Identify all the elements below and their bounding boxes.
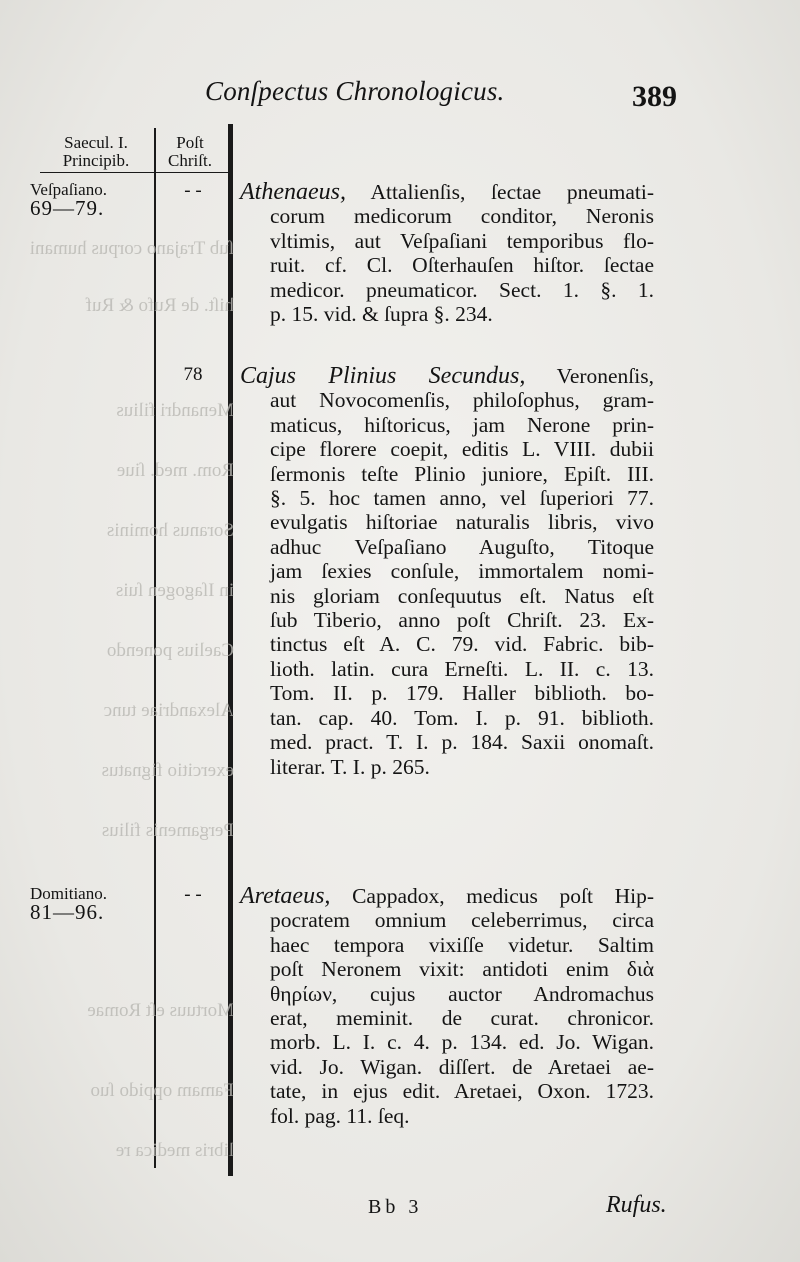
- page-number: 389: [632, 80, 677, 113]
- entry-line: med. pract. T. I. p. 184. Saxii onomaſt.: [270, 730, 654, 755]
- header-rule: [40, 172, 230, 173]
- bleed-through-text: exercitio fignatus: [101, 760, 234, 781]
- entry-line: vltimis, aut Veſpaſiani temporibus flo-: [270, 228, 654, 253]
- entry-line: maticus, hiſtoricus, jam Nerone prin-: [270, 412, 654, 437]
- entry-line: erat, meminit. de curat. chronicor.: [270, 1006, 654, 1031]
- entry-name: Athenaeus,: [240, 179, 346, 205]
- entry-line: aut Novocomenſis, philoſophus, gram-: [270, 388, 654, 413]
- entry-aretaeus: [240, 884, 654, 1128]
- entry-line: pocratem omnium celeberrimus, circa: [270, 908, 654, 933]
- column-head-saecul-line: Saecul. I.: [64, 133, 128, 152]
- column-head-saecul: [40, 134, 152, 170]
- era-span: 69—79.: [30, 196, 105, 220]
- bleed-through-text: hiſt. de Rufo & Ruf: [85, 295, 234, 316]
- era-span: 81—96.: [30, 900, 105, 924]
- entry-line: Veronenſis,: [556, 364, 654, 388]
- entry-line: fol. pag. 11. ſeq.: [270, 1103, 410, 1128]
- entry-line: ruit. cf. Cl. Oſterhauſen hiſtor. ſectae: [270, 253, 654, 278]
- entry-line: medicor. pneumaticor. Sect. 1. §. 1.: [270, 277, 654, 302]
- entry-line: §. 5. hoc tamen anno, vel ſuperiori 77.: [270, 486, 654, 511]
- entry-line: p. 15. vid. & ſupra §. 234.: [270, 302, 493, 327]
- era-name: Domitiano.: [30, 884, 107, 903]
- bleed-through-text: ſub Trajano corpus humani: [29, 238, 234, 259]
- entry-line: haec tempora vixiſſe videtur. Saltim: [270, 932, 654, 957]
- entry-line: vid. Jo. Wigan. diſſert. de Aretaei ae-: [270, 1054, 654, 1079]
- era-domitian: [30, 884, 154, 922]
- entry-line: nis gloriam conſequutus eſt. Natus eſt: [270, 583, 654, 608]
- era-vespasian: [30, 180, 154, 218]
- entry-line: morb. L. I. c. 4. p. 134. ed. Jo. Wigan.: [270, 1030, 654, 1055]
- running-title: Conſpectus Chronologicus.: [205, 76, 505, 106]
- bleed-through-text: Soranus hominis: [106, 520, 234, 541]
- catchword: Rufus.: [606, 1192, 667, 1218]
- column-head-saecul-line: Principib.: [62, 151, 130, 170]
- entry-line: tinctus eſt A. C. 79. vid. Fabric. bib-: [270, 632, 654, 657]
- entry-line: Attalienſis, ſectae pneumati-: [370, 180, 654, 204]
- entry-athenaeus: [240, 180, 654, 326]
- entry-year: 78: [183, 364, 203, 385]
- entry-line: corum medicorum conditor, Neronis: [270, 204, 654, 229]
- entry-line: lioth. latin. cura Erneſti. L. II. c. 13.: [270, 656, 654, 681]
- entry-line: Tom. II. p. 179. Haller biblioth. bo-: [270, 681, 654, 706]
- entry-line: evulgatis hiſtoriae naturalis libris, vivo: [270, 510, 654, 535]
- bleed-through-text: Menandri filius: [116, 400, 234, 421]
- entry-plinius: [240, 364, 654, 779]
- entry-line: Cappadox, medicus poſt Hip-: [352, 884, 655, 908]
- bleed-through-text: Rom. med. ſiue: [116, 460, 234, 481]
- entry-year: - -: [184, 884, 202, 905]
- entry-line: ſub Tiberio, anno poſt Chriſt. 23. Ex-: [270, 608, 654, 633]
- entry-name: Aretaeus,: [240, 883, 331, 909]
- bleed-through-text: libris medica re: [115, 1140, 234, 1161]
- entry-year: - -: [184, 180, 202, 201]
- entry-line: literar. T. I. p. 265.: [270, 754, 430, 779]
- entry-line: tate, in ejus edit. Aretaei, Oxon. 1723.: [270, 1079, 654, 1104]
- entry-line: ſermonis teſte Plinio juniore, Epiſt. III.: [270, 461, 654, 486]
- signature-mark: Bb 3: [368, 1196, 423, 1218]
- entry-line: adhuc Veſpaſiano Auguſto, Titoque: [270, 534, 654, 559]
- column-head-post: [154, 134, 226, 170]
- bleed-through-text: Alexandriae tunc: [103, 700, 234, 721]
- bleed-through-text: in Iſagogen ſuis: [115, 580, 234, 601]
- entry-name: Cajus Plinius Secundus,: [240, 363, 526, 389]
- entry-line: cipe florere coepit, editis L. VIII. dubii: [270, 437, 654, 462]
- bleed-through-text: Mortuus eſt Romae: [87, 1000, 234, 1021]
- entry-line: jam ſexies conſule, immortalem nomi-: [270, 559, 654, 584]
- entry-line: tan. cap. 40. Tom. I. p. 91. biblioth.: [270, 705, 654, 730]
- column-head-post-line: Chriſt.: [168, 151, 212, 170]
- entry-line: θηρίων, cujus auctor Andromachus: [270, 981, 654, 1006]
- column-head-post-line: Poſt: [176, 133, 204, 152]
- bleed-through-text: Famam oppido ſuo: [90, 1080, 234, 1101]
- bleed-through-text: Caelius ponendo: [106, 640, 234, 661]
- bleed-through-text: Pergamenis filius: [101, 820, 234, 841]
- era-name: Veſpaſiano.: [30, 180, 107, 199]
- entry-line: poſt Neronem vixit: antidoti enim διὰ: [270, 957, 654, 982]
